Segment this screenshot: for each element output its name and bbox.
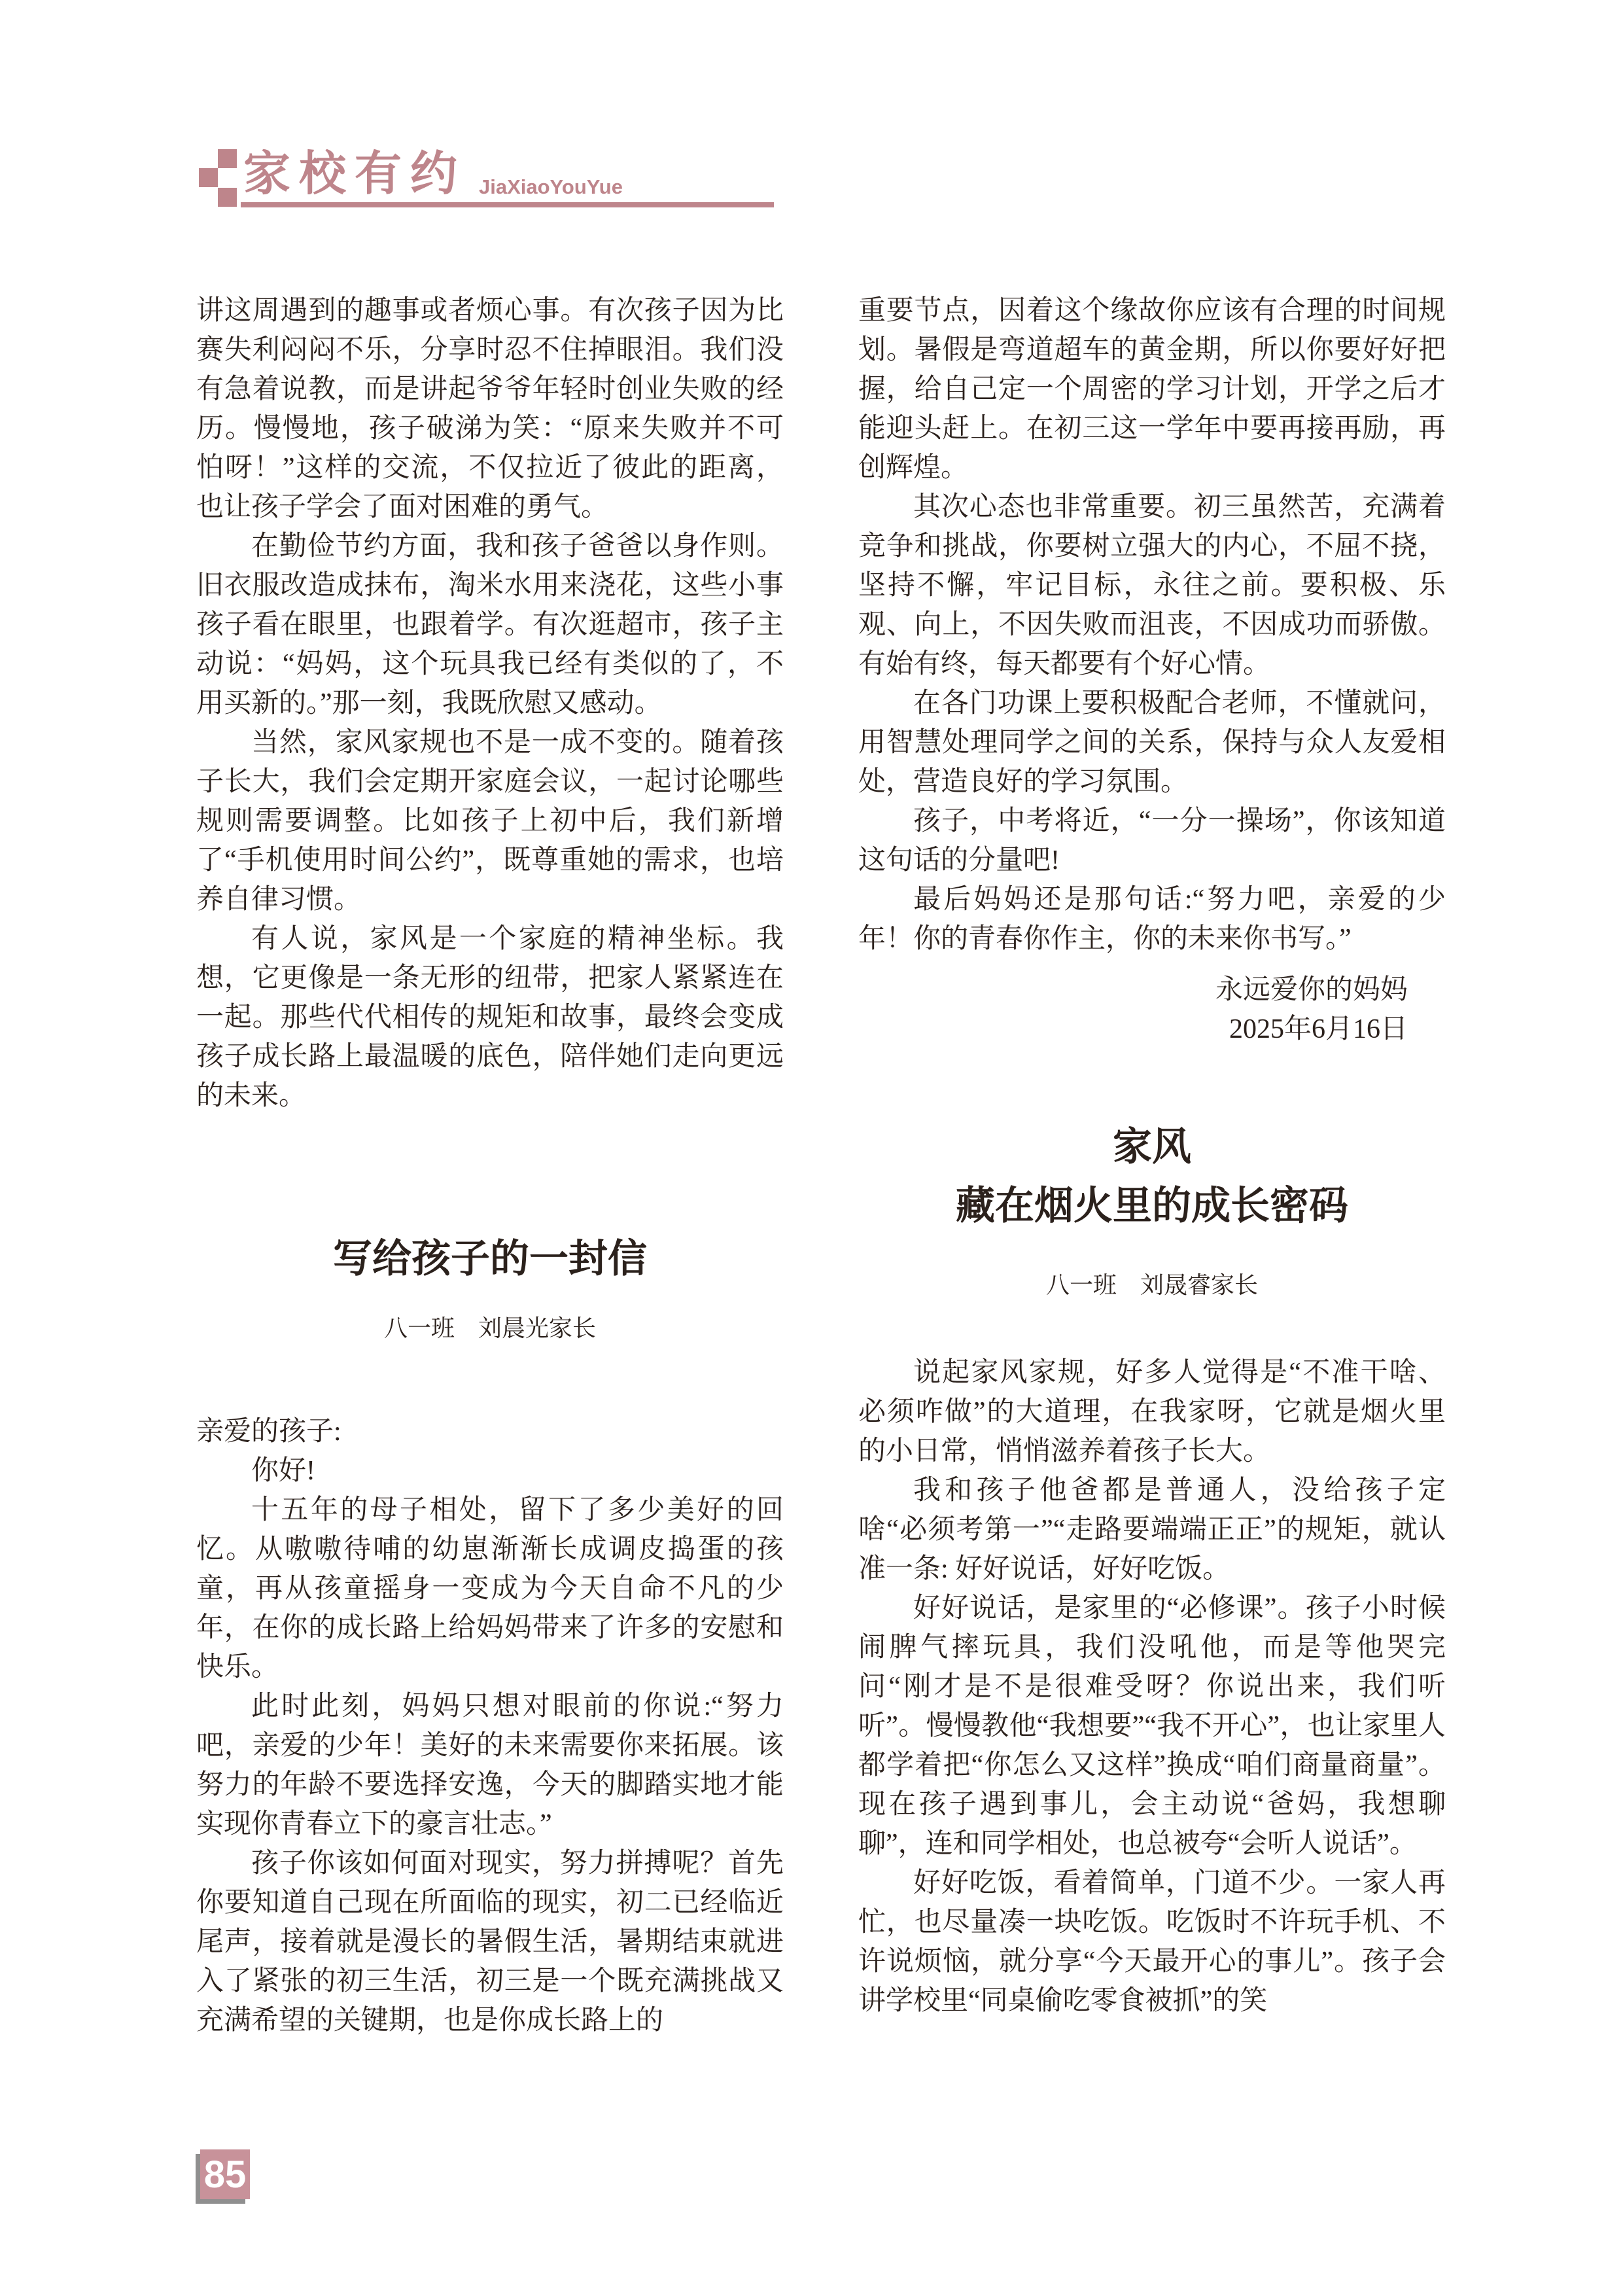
letter-byline: 八一班 刘晨光家长 — [383, 1315, 596, 1341]
letter-date: 2025年6月16日 — [1229, 1014, 1408, 1044]
paragraph: 其次心态也非常重要。初三虽然苦，充满着竞争和挑战，你要树立强大的内心，不屈不挠，坚持不懈，牢记目标，永往之前。要积极、乐观、向上，不因失败而沮丧，不因成功而骄傲。有始有终，每天都要有个好心情。 — [858, 492, 1446, 679]
letter-continuation — [858, 291, 1446, 1049]
paragraph: 你好! — [251, 1456, 315, 1486]
page-number: 85 — [203, 2153, 247, 2196]
section-title-pinyin: JiaXiaoYouYue — [479, 175, 623, 198]
paragraph: 好好吃饭，看着简单，门道不少。一家人再忙，也尽量凑一块吃饭。吃饭时不许玩手机、不许说烦恼，就分享“今天最开心的事儿”。孩子会讲学校里“同桌偷吃零食被抓”的笑 — [858, 1868, 1446, 2016]
paragraph: 此时此刻，妈妈只想对眼前的你说:“努力吧，亲爱的少年！美好的未来需要你来拓展。该努力的年龄不要选择安逸，今天的脚踏实地才能实现你青春立下的豪言壮志。” — [196, 1691, 784, 1839]
letter-title-text: 写给孩子的一封信 — [333, 1237, 647, 1280]
article2-title-line1: 家风 — [1113, 1125, 1191, 1169]
checker-square-left — [199, 168, 218, 187]
section-title: 家校有约 — [243, 148, 466, 200]
paragraph: 十五年的母子相处，留下了多少美好的回忆。从嗷嗷待哺的幼崽渐渐长成调皮捣蛋的孩童，再从孩童摇身一变成为今天自命不凡的少年，在你的成长路上给妈妈带来了许多的安慰和快乐。 — [196, 1495, 784, 1682]
checker-square-top — [218, 149, 237, 168]
paragraph: 好好说话，是家里的“必修课”。孩子小时候闹脾气摔玩具，我们没吼他，而是等他哭完问“刚才是不是很难受呀？你说出来，我们听听”。慢慢教他“我想要”“我不开心”，也让家里人都学着把“你怎么又这样”换成“咱们商量商量”。现在孩子遇到事儿，会主动说“爸妈，我想聊聊”，连和同学相处，也总被夸“会听人说话”。 — [858, 1593, 1446, 1859]
letter-continuation-paragraphs — [858, 291, 1446, 959]
article2-byline: 八一班 刘晟睿家长 — [1045, 1272, 1258, 1298]
header-rule — [241, 202, 774, 207]
checker-square-bottom — [218, 188, 237, 207]
page-number-badge — [200, 2149, 250, 2199]
paragraph: 在各门功课上要积极配合老师，不懂就问，用智慧处理同学之间的关系，保持与众人友爱相处，营造良好的学习氛围。 — [858, 688, 1446, 797]
article2-title-line2: 藏在烟火里的成长密码 — [956, 1184, 1348, 1227]
paragraph: 在勤俭节约方面，我和孩子爸爸以身作则。旧衣服改造成抹布，淘米水用来浇花，这些小事孩子看在眼里，也跟着学。有次逛超市，孩子主动说：“妈妈，这个玩具我已经有类似的了，不用买新的。”那一刻，我既欣慰又感动。 — [196, 531, 784, 718]
paragraph: 说起家风家规，好多人觉得是“不准干啥、必须咋做”的大道理，在我家呀，它就是烟火里的小日常，悄悄滋养着孩子长大。 — [858, 1358, 1446, 1466]
paragraph: 当然，家风家规也不是一成不变的。随着孩子长大，我们会定期开家庭会议，一起讨论哪些规则需要调整。比如孩子上初中后，我们新增了“手机使用时间公约”，既尊重她的需求，也培养自律习惯。 — [196, 728, 784, 915]
paragraph: 最后妈妈还是那句话:“努力吧，亲爱的少年！你的青春你作主，你的未来你书写。” — [858, 885, 1446, 954]
letter-signature: 永远爱你的妈妈 — [1215, 975, 1408, 1005]
paragraph: 讲这周遇到的趣事或者烦心事。有次孩子因为比赛失利闷闷不乐，分享时忍不住掉眼泪。我们没有急着说教，而是讲起爷爷年轻时创业失败的经历。慢慢地，孩子破涕为笑：“原来失败并不可怕呀！”这样的交流，不仅拉近了彼此的距离，也让孩子学会了面对困难的勇气。 — [196, 296, 784, 522]
paragraph: 孩子，中考将近，“一分一操场”，你该知道这句话的分量吧! — [858, 806, 1446, 875]
letter-title — [196, 1235, 784, 1282]
paragraph: 我和孩子他爸都是普通人，没给孩子定啥“必须考第一”“走路要端端正正”的规矩，就认准一条: 好好说话，好好吃饭。 — [858, 1475, 1446, 1584]
paragraph: 重要节点，因着这个缘故你应该有合理的时间规划。暑假是弯道超车的黄金期，所以你要好好把握，给自己定一个周密的学习计划，开学之后才能迎头赶上。在初三这一学年中要再接再励，再创辉煌。 — [858, 296, 1446, 483]
paragraph: 孩子你该如何面对现实，努力拼搏呢？首先你要知道自己现在所面临的现实，初二已经临近尾声，接着就是漫长的暑假生活，暑期结束就进入了紧张的初三生活，初三是一个既充满挑战又充满希望的关键期，也是你成长路上的 — [196, 1848, 784, 2036]
letter-body — [196, 1412, 784, 2040]
paragraph: 有人说，家风是一个家庭的精神坐标。我想，它更像是一条无形的纽带，把家人紧紧连在一起。那些代代相传的规矩和故事，最终会变成孩子成长路上最温暖的底色，陪伴她们走向更远的未来。 — [196, 924, 784, 1111]
article2-title — [858, 1118, 1446, 1235]
left-column-article-end — [196, 291, 784, 1116]
article2-body — [858, 1353, 1446, 2021]
paragraph: 亲爱的孩子: — [196, 1417, 341, 1447]
